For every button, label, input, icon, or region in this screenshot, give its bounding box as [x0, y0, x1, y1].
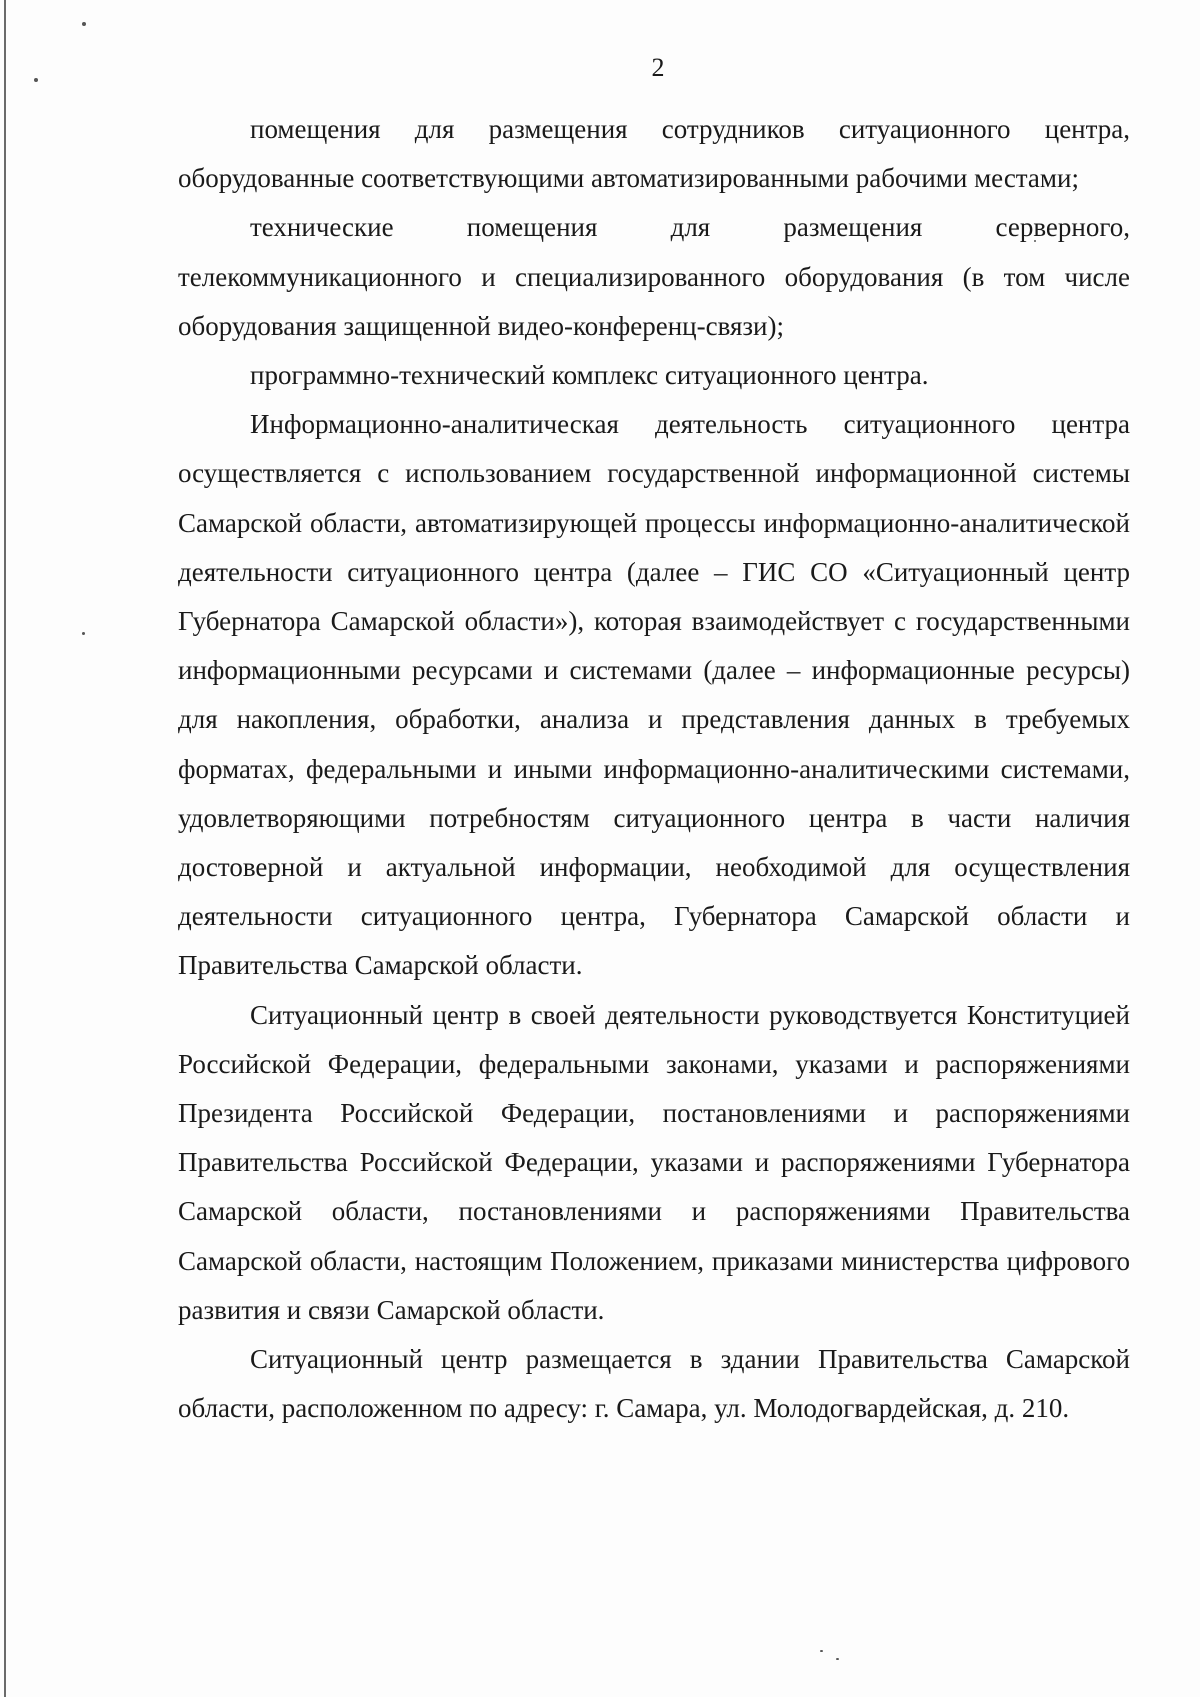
- scan-binding-edge: [4, 0, 6, 1697]
- paragraph-workplaces: помещения для размещения сотрудников ситуационного центра, оборудованные соответствующими автоматизированными рабочими местами;: [178, 114, 1130, 194]
- paragraph-location: Ситуационный центр размещается в здании Правительства Самарской области, расположенном по адресу: г. Самара, ул. Молодогвардейская, д. 210.: [178, 1344, 1130, 1424]
- scan-speck: [836, 1658, 839, 1660]
- scan-speck: [82, 22, 86, 26]
- paragraph-software-complex: программно-технический комплекс ситуационного центра.: [250, 360, 929, 391]
- scan-speck: [82, 632, 85, 635]
- scan-speck: [820, 1650, 823, 1652]
- paragraph-information-activity: Информационно-аналитическая деятельность ситуационного центра осуществляется с использованием государственной информационной системы Самарской области, автоматизирующей процессы информационно-аналитической деятельности ситуационного центра (далее – ГИС СО «Ситуационный центр Губернатора Самарской области»), которая взаимодействует с государственными информационными ресурсами и системами (далее – информационные ресурсы) для накопления, обработки, анализа и представления данных в требуемых форматах, федеральными и иными информационно-аналитическими системами, удовлетворяющими потребностям ситуационного центра в части наличия достоверной и актуальной информации, необходимой для осуществления деятельности ситуационного центра, Губернатора Самарской области и Правительства Самарской области.: [178, 409, 1130, 981]
- page-number: 2: [651, 53, 665, 82]
- paragraph-technical-rooms: технические помещения для размещения серверного, телекоммуникационного и специализированного оборудования (в том числе оборудования защищенной видео-конференц-связи);: [178, 212, 1130, 341]
- scan-speck: [34, 78, 38, 82]
- document-body: [178, 105, 1130, 1433]
- paragraph-legal-basis: Ситуационный центр в своей деятельности руководствуется Конституцией Российской Федерации, федеральными законами, указами и распоряжениями Президента Российской Федерации, постановлениями и распоряжениями Правительства Российской Федерации, указами и распоряжениями Губернатора Самарской области, постановлениями и распоряжениями Правительства Самарской области, настоящим Положением, приказами министерства цифрового развития и связи Самарской области.: [178, 999, 1130, 1325]
